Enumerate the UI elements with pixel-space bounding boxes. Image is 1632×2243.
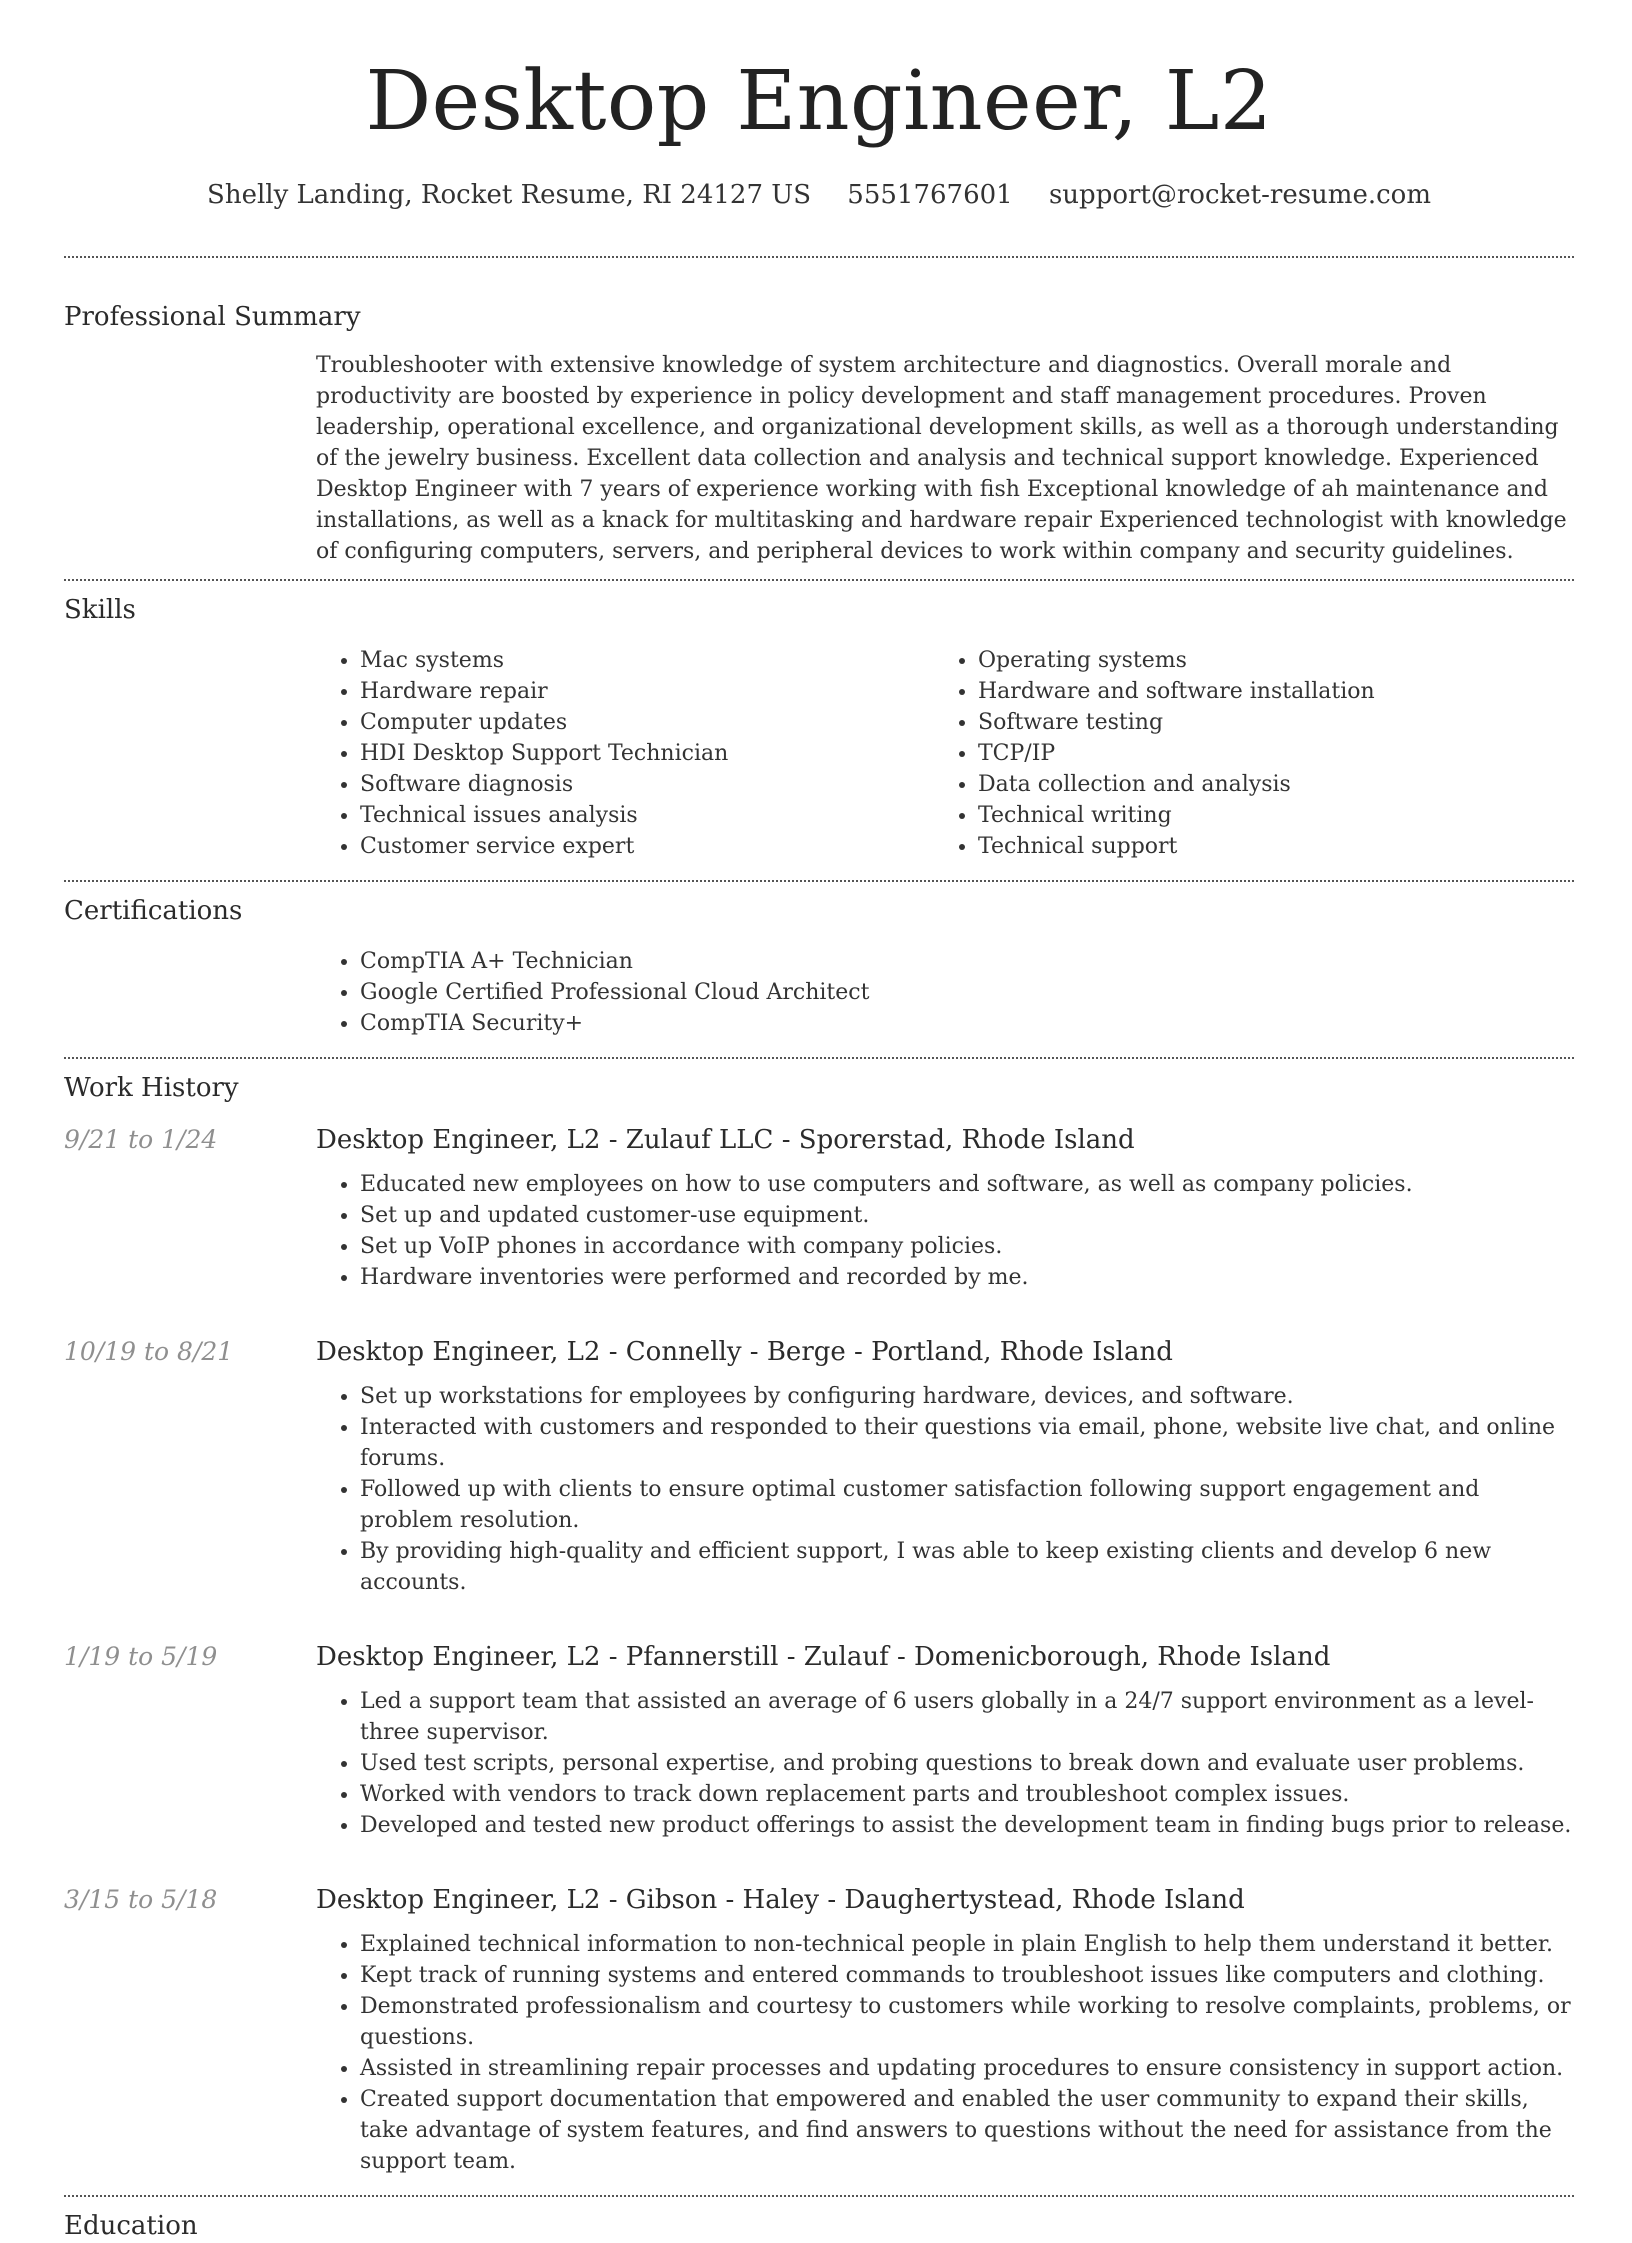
education-section (64, 2197, 1574, 2243)
skill-item: • HDI Desktop Support Technician (360, 738, 934, 769)
skill-item: • Operating systems (978, 645, 1552, 676)
skill-item: • Technical support (978, 831, 1552, 862)
job-bullet: • Explained technical information to non-technical people in plain English to help them understand it better. (360, 1929, 1574, 1960)
job-bullet: • Educated new employees on how to use computers and software, as well as company policies. (360, 1169, 1574, 1200)
job-bullet: • Set up VoIP phones in accordance with company policies. (360, 1231, 1574, 1262)
skill-item: • Technical issues analysis (360, 800, 934, 831)
job-bullet: • Led a support team that assisted an average of 6 users globally in a 24/7 support environment as a level-three supervisor. (360, 1686, 1574, 1748)
job-bullet: • Assisted in streamlining repair processes and updating procedures to ensure consistency in support action. (360, 2053, 1574, 2084)
job-bullets (316, 1381, 1574, 1598)
job-bullet: • Kept track of running systems and entered commands to troubleshoot issues like computers and clothing. (360, 1960, 1574, 1991)
skill-item: • Computer updates (360, 707, 934, 738)
certifications-section (64, 882, 1574, 1057)
education-heading: Education (64, 2211, 198, 2241)
job-bullets (316, 1686, 1574, 1841)
job-dates: 3/15 to 5/18 (64, 1885, 218, 1914)
job-details (316, 1640, 1574, 1841)
job-bullet: • Demonstrated professionalism and courtesy to customers while working to resolve complaints, problems, or questions. (360, 1991, 1574, 2053)
work-history-section (64, 1059, 1574, 2195)
job-bullets (316, 1169, 1574, 1293)
work-history-heading: Work History (64, 1073, 239, 1103)
skill-item: • Mac systems (360, 645, 934, 676)
certification-item: • Google Certified Professional Cloud Architect (360, 977, 1574, 1008)
job-bullet: • Created support documentation that empowered and enabled the user community to expand their skills, take advantage of system features, and find answers to questions without the need for assistance from the support team. (360, 2084, 1574, 2177)
job-details (316, 1335, 1574, 1598)
skills-list-left (316, 645, 934, 862)
skills-heading: Skills (64, 595, 136, 625)
candidate-name: Desktop Engineer, L2 (365, 54, 1273, 149)
certification-item: • CompTIA A+ Technician (360, 946, 1574, 977)
job-entry (64, 1335, 1574, 1598)
skill-item: • TCP/IP (978, 738, 1552, 769)
job-bullet: • By providing high-quality and efficient support, I was able to keep existing clients and develop 6 new accounts. (360, 1536, 1574, 1598)
skill-item: • Software diagnosis (360, 769, 934, 800)
contact-phone: 5551767601 (847, 180, 1013, 210)
skills-column-left (316, 645, 934, 862)
contact-address: Shelly Landing, Rocket Resume, RI 24127 US (207, 180, 812, 210)
job-entry (64, 1123, 1574, 1293)
job-entry (64, 1883, 1574, 2195)
job-bullet: • Hardware inventories were performed and recorded by me. (360, 1262, 1574, 1293)
job-details (316, 1883, 1574, 2177)
job-bullet: • Developed and tested new product offerings to assist the development team in finding bugs prior to release. (360, 1810, 1574, 1841)
skill-item: • Customer service expert (360, 831, 934, 862)
certification-item: • CompTIA Security+ (360, 1008, 1574, 1039)
skills-section (64, 581, 1574, 880)
job-bullet: • Set up and updated customer-use equipment. (360, 1200, 1574, 1231)
job-title: Desktop Engineer, L2 - Zulauf LLC - Sporerstad, Rhode Island (316, 1125, 1135, 1155)
summary-section (64, 258, 1574, 579)
certifications-heading: Certifications (64, 896, 243, 926)
job-title: Desktop Engineer, L2 - Pfannerstill - Zulauf - Domenicborough, Rhode Island (316, 1642, 1331, 1672)
contact-line (64, 178, 1574, 212)
summary-text: Troubleshooter with extensive knowledge of system architecture and diagnostics. Overall morale and productivity are boosted by experience in policy development and staff management procedures. Proven leadership, operational excellence, and organizational development skills, as well as a thorough understanding of the jewelry business. Excellent data collection and analysis and technical support knowledge. Experienced Desktop Engineer with 7 years of experience working with fish Exceptional knowledge of ah maintenance and installations, as well as a knack for multitasking and hardware repair Experienced technologist with knowledge of configuring computers, servers, and peripheral devices to work within company and security guidelines. (316, 353, 1567, 564)
skills-grid (316, 645, 1574, 880)
skill-item: • Hardware repair (360, 676, 934, 707)
contact-email: support@rocket-resume.com (1048, 180, 1431, 210)
job-dates: 10/19 to 8/21 (64, 1337, 234, 1366)
job-bullet: • Used test scripts, personal expertise, and probing questions to break down and evaluate user problems. (360, 1748, 1574, 1779)
summary-body (316, 350, 1574, 579)
job-entry (64, 1640, 1574, 1841)
job-details (316, 1123, 1574, 1293)
job-bullet: • Followed up with clients to ensure optimal customer satisfaction following support engagement and problem resolution. (360, 1474, 1574, 1536)
job-bullet: • Worked with vendors to track down replacement parts and troubleshoot complex issues. (360, 1779, 1574, 1810)
skill-item: • Hardware and software installation (978, 676, 1552, 707)
job-bullets (316, 1929, 1574, 2177)
skills-column-right (934, 645, 1552, 862)
job-title: Desktop Engineer, L2 - Gibson - Haley - Daughertystead, Rhode Island (316, 1885, 1245, 1915)
job-bullet: • Set up workstations for employees by configuring hardware, devices, and software. (360, 1381, 1574, 1412)
job-bullet: • Interacted with customers and responded to their questions via email, phone, website live chat, and online forums. (360, 1412, 1574, 1474)
job-dates: 9/21 to 1/24 (64, 1125, 218, 1154)
certifications-body (316, 946, 1574, 1057)
summary-heading: Professional Summary (64, 302, 361, 332)
skill-item: • Technical writing (978, 800, 1552, 831)
job-title: Desktop Engineer, L2 - Connelly - Berge - Portland, Rhode Island (316, 1337, 1173, 1367)
skill-item: • Data collection and analysis (978, 769, 1552, 800)
certifications-list (316, 946, 1574, 1039)
skills-list-right (934, 645, 1552, 862)
skill-item: • Software testing (978, 707, 1552, 738)
job-dates: 1/19 to 5/19 (64, 1642, 218, 1671)
resume-page (64, 0, 1574, 2243)
